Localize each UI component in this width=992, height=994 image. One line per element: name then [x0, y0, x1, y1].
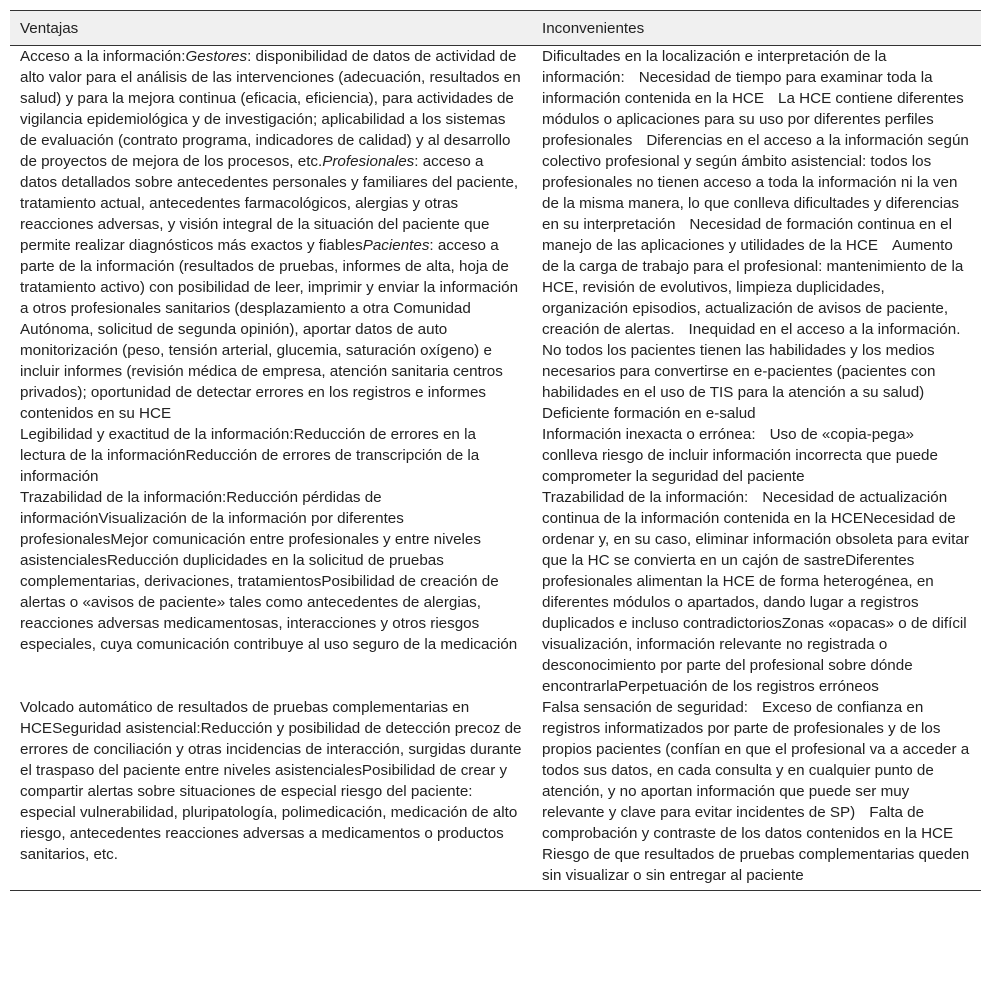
disadvantages-cell — [532, 46, 981, 425]
disadvantage-item: Uso de «copia-pega» conlleva riesgo de incluir información incorrecta que puede comprometer la seguridad del paciente — [542, 426, 938, 485]
disadvantage-item: Inequidad en el acceso a la información. No todos los pacientes tienen las habilidades y los medios necesarios para convertirse en e-pacientes (pacientes con habilidades en el uso de TIS para la atención a su salud) — [542, 321, 961, 401]
advantages-cell — [10, 487, 532, 697]
disadvantage-item: Necesidad de tiempo para examinar toda la información contenida en la HCE — [542, 69, 933, 107]
disadvantages-cell — [532, 487, 981, 697]
advantage-text: : acceso a datos detallados sobre antecedentes personales y familiares del paciente, tratamiento actual, antecedentes farmacológicos, alergias y otras reacciones adversas, y visión integral de la situación del paciente que permite realizar diagnósticos más exactos y fiables — [20, 153, 519, 254]
disadvantage-item: Aumento de la carga de trabajo para el profesional: mantenimiento de la HCE, revisión de evolutivos, limpieza duplicidades, organización episodios, actualización de avisos de paciente, creación de alertas. — [542, 237, 964, 338]
advantage-text: Legibilidad y exactitud de la información:Reducción de errores en la lectura de la informaciónReducción de errores de transcripción de la información — [20, 426, 480, 485]
table-header — [10, 11, 981, 46]
disadvantages-cell — [532, 424, 981, 487]
disadvantage-item: Deficiente formación en e-salud — [542, 405, 756, 422]
table-row — [10, 487, 981, 697]
header-advantages: Ventajas — [10, 11, 532, 46]
header-disadvantages: Inconvenientes — [532, 11, 981, 46]
disadvantage-item: Necesidad de formación continua en el manejo de las aplicaciones y utilidades de la HCE — [542, 216, 952, 254]
disadvantages-cell — [532, 697, 981, 891]
disadvantage-item: Riesgo de que resultados de pruebas complementarias queden sin visualizar o sin entregar al paciente — [542, 846, 970, 884]
disadvantage-item: La HCE contiene diferentes módulos o aplicaciones para su uso por diferentes perfiles profesionales — [542, 90, 964, 149]
disadvantage-heading: Dificultades en la localización e interpretación de la información: — [542, 48, 887, 86]
table-row — [10, 46, 981, 425]
advantage-text: Acceso a la información: — [20, 48, 186, 65]
disadvantage-heading: Falsa sensación de seguridad: — [542, 699, 749, 716]
disadvantage-heading: Trazabilidad de la información: — [542, 489, 749, 506]
disadvantage-item: Exceso de confianza en registros informatizados por parte de profesionales y de los propios pacientes (confían en que el profesional va a acceder a todos sus datos, en cada consulta y en cualquier punto de atención, y no aportan información que puede ser muy relevante y clave para evitar incidentes de SP) — [542, 699, 970, 821]
disadvantage-item: Diferencias en el acceso a la información según colectivo profesional y según ámbito asistencial: todos los profesionales no tienen acceso a toda la información ni la ven de la misma manera, lo que conlleva dificultades y diferencias en su interpretación — [542, 132, 969, 233]
advantages-cell — [10, 697, 532, 891]
disadvantage-item: Falta de comprobación y contraste de los datos contenidos en la HCE — [542, 804, 954, 842]
comparison-table-container — [10, 10, 981, 891]
table-row — [10, 424, 981, 487]
advantages-cell — [10, 46, 532, 425]
stakeholder-label: Profesionales — [322, 153, 415, 170]
advantages-cell — [10, 424, 532, 487]
advantage-text: Trazabilidad de la información:Reducción pérdidas de informaciónVisualización de la información por diferentes profesionalesMejor comunicación entre profesionales y entre niveles asistencialesReducción duplicidades en la solicitud de pruebas complementarias, derivaciones, tratamientosPosibilidad de creación de alertas o «avisos de paciente» tales como antecedentes de alergias, reacciones adversas medicamentosas, interacciones y otros riesgos especiales, cuya comunicación contribuye al uso seguro de la medicación — [20, 489, 518, 653]
advantages-disadvantages-table — [10, 10, 981, 891]
advantage-text: : acceso a parte de la información (resultados de pruebas, informes de alta, hoja de tratamiento activo) con posibilidad de leer, imprimir y enviar la información a otros profesionales sanitarios (desplazamiento a otra Comunidad Autónoma, solicitud de segunda opinión), aportar datos de auto monitorización (peso, tensión arterial, glucemia, saturación oxígeno) e incluir informes (revisión médica de empresa, atención sanitaria centros privados); oportunidad de detectar errores en los registros e informes contenidos en su HCE — [20, 237, 519, 422]
stakeholder-label: Gestores — [185, 48, 248, 65]
disadvantage-item: Necesidad de actualización continua de la información contenida en la HCENecesidad de ordenar y, en su caso, eliminar información obsoleta para evitar que la HC se convierta en un cajón de sastreDiferentes profesionales alimentan la HCE de forma heterogénea, en diferentes módulos o apartados, dando lugar a registros duplicados e incluso contradictoriosZonas «opacas» o de difícil visualización, información relevante no registrada o desconocimiento por parte del profesional sobre dónde encontrarlaPerpetuación de los registros erróneos — [542, 489, 969, 695]
table-row — [10, 697, 981, 891]
table-body — [10, 46, 981, 891]
advantage-text: Volcado automático de resultados de pruebas complementarias en HCESeguridad asistencial:Reducción y posibilidad de detección precoz de errores de conciliación y otras incidencias de interacción, surgidas durante el traspaso del paciente entre niveles asistencialesPosibilidad de crear y compartir alertas sobre situaciones de especial riesgo del paciente: especial vulnerabilidad, pluripatología, polimedicación, medicación de alto riesgo, antecedentes reacciones adversas a medicamentos o productos sanitarios, etc. — [20, 699, 522, 863]
header-row — [10, 11, 981, 46]
advantage-text: : disponibilidad de datos de actividad de alto valor para el análisis de las intervenciones (adecuación, resultados en salud) y para la mejora continua (eficacia, eficiencia), para actividades de vigilancia epidemiológica y de investigación; aplicabilidad a los sistemas de evaluación (contrato programa, indicadores de calidad) y al desarrollo de proyectos de mejora de los procesos, etc. — [20, 48, 521, 170]
disadvantage-heading: Información inexacta o errónea: — [542, 426, 756, 443]
stakeholder-label: Pacientes — [362, 237, 430, 254]
